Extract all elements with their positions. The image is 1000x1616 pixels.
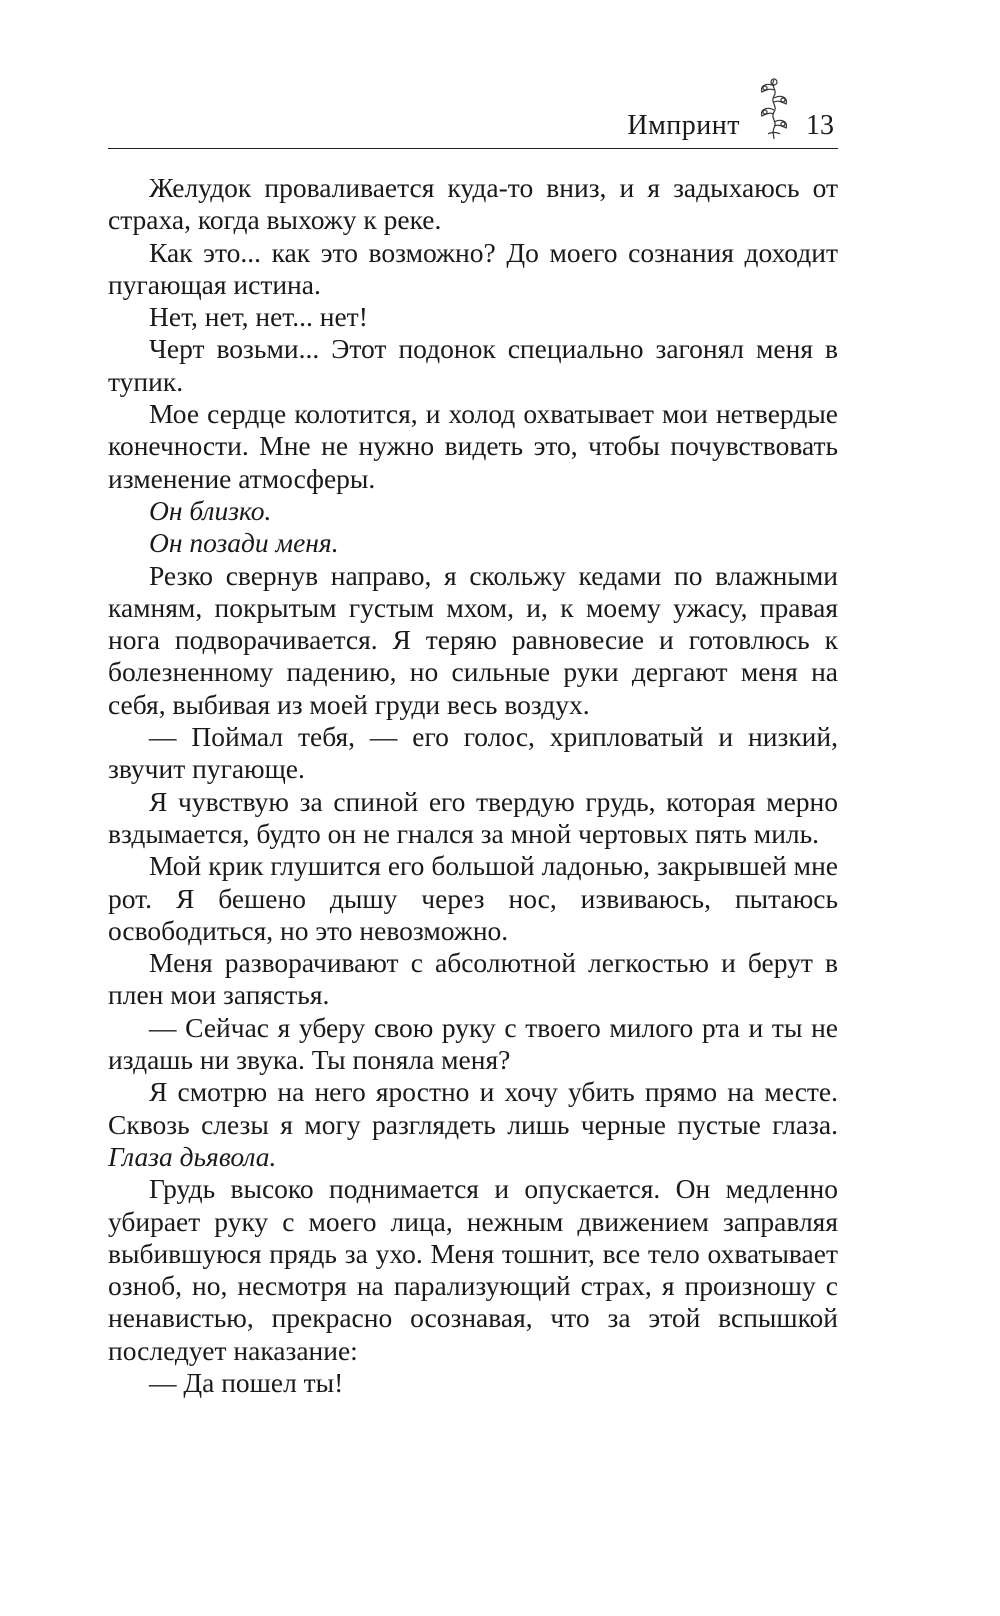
dialogue-paragraph: — Поймал тебя, — его голос, хрипловатый и низкий, звучит пугающе. bbox=[108, 721, 838, 785]
dialogue-paragraph: — Сейчас я уберу свою руку с твоего милого рта и ты не издашь ни звука. Ты поняла меня? bbox=[108, 1011, 838, 1076]
paragraph: Грудь высоко поднимается и опускается. Он медленно убирает руку с моего лица, нежным движением заправляя выбившуюся прядь за ухо. Меня тошнит, все тело охватывает озноб, но, несмотря на парализующий страх, я произношу с ненавистью, прекрасно осознавая, что за этой вспышкой последует наказание: bbox=[108, 1173, 838, 1366]
paragraph: Я смотрю на него яростно и хочу убить прямо на месте. Сквозь слезы я могу разглядеть лишь черные пустые глаза. Глаза дьявола. bbox=[108, 1076, 838, 1172]
italic-phrase: Глаза дьявола. bbox=[108, 1140, 277, 1172]
running-title: Импринт bbox=[627, 110, 740, 141]
paragraph: Меня разворачивают с абсолютной легкостью и берут в плен мои запястья. bbox=[108, 947, 838, 1011]
paragraph: Желудок проваливается куда-то вниз, и я задыхаюсь от страха, когда выхожу к реке. bbox=[108, 172, 838, 236]
floral-ornament-icon bbox=[752, 76, 796, 142]
dialogue-paragraph: — Да пошел ты! bbox=[149, 1366, 344, 1398]
italic-paragraph: Он близко. bbox=[149, 494, 272, 526]
page-number: 13 bbox=[806, 110, 834, 141]
paragraph: Как это... как это возможно? До моего сознания доходит пугающая истина. bbox=[108, 236, 838, 300]
paragraph: Мое сердце колотится, и холод охватывает мои нетвердые конечности. Мне не нужно видеть это, чтобы почувствовать изменение атмосферы. bbox=[108, 398, 838, 494]
paragraph: Я чувствую за спиной его твердую грудь, которая мерно вздымается, будто он не гнался за мной чертовых пять миль. bbox=[108, 785, 838, 849]
italic-paragraph: Он позади меня. bbox=[149, 527, 339, 559]
paragraph: Мой крик глушится его большой ладонью, закрывшей мне рот. Я бешено дышу через нос, извиваюсь, пытаюсь освободиться, но это невозможно. bbox=[108, 850, 838, 946]
body-text bbox=[108, 172, 838, 1399]
running-header bbox=[108, 96, 838, 149]
paragraph: Резко свернув направо, я скольжу кедами по влажными камням, покрытым густым мхом, и, к моему ужасу, правая нога подворачивается. Я теряю равновесие и готовлюсь к болезненному падению, но сильные руки дергают меня на себя, выбивая из моей груди весь воздух. bbox=[108, 559, 838, 720]
paragraph: Черт возьми... Этот подонок специально загонял меня в тупик. bbox=[108, 333, 838, 397]
paragraph: Нет, нет, нет... нет! bbox=[149, 301, 368, 333]
